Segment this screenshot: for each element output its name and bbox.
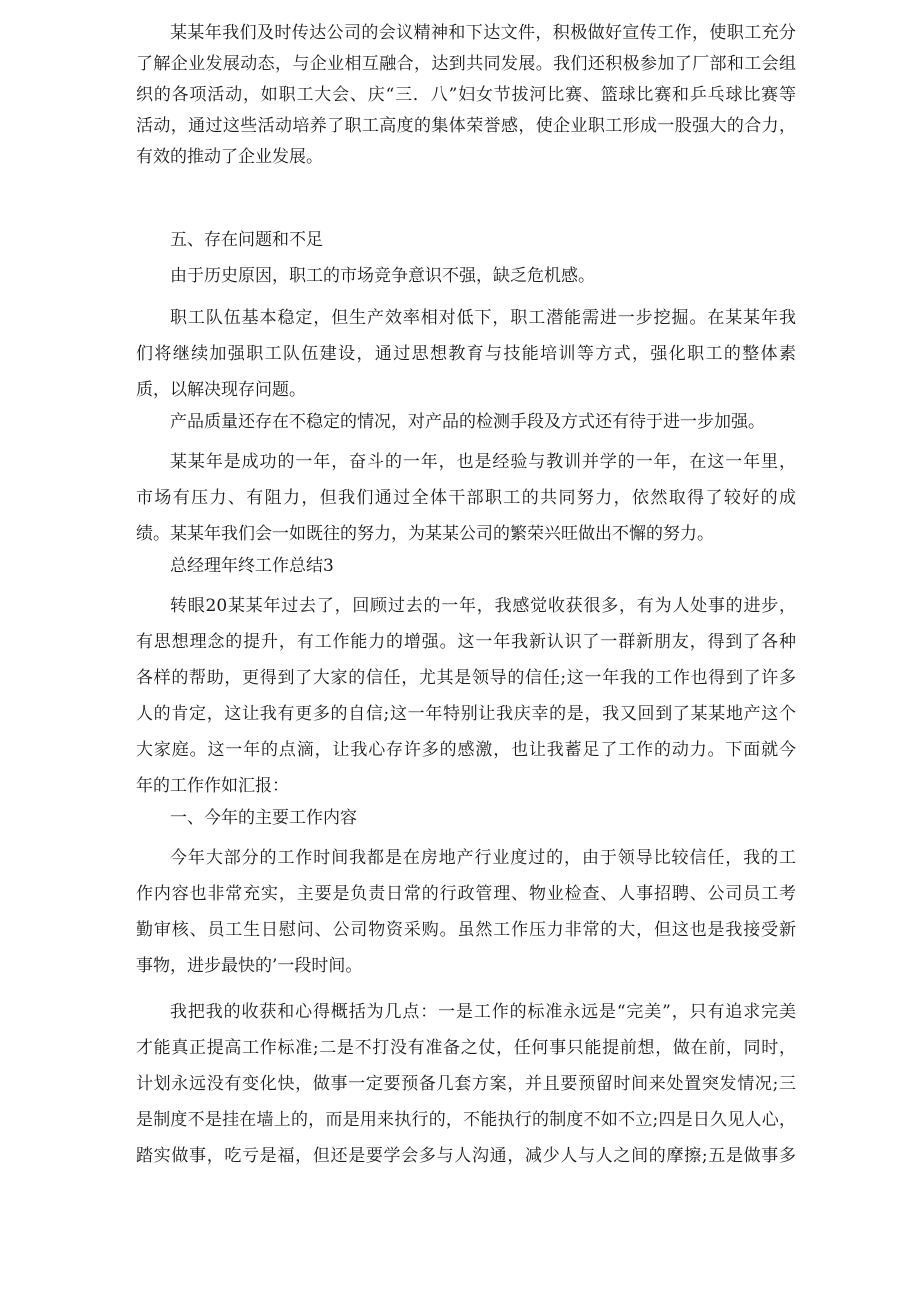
- text-line: 今年大部分的工作时间我都是在房地产行业度过的，由于领导比较信任，我的工: [170, 848, 796, 868]
- section-heading-problems: [136, 226, 796, 254]
- paragraph-quality: [136, 408, 796, 436]
- text-line: 勤审核、员工生日慰问、公司物资采购。虽然工作压力非常的大，但这也是我接受新: [136, 920, 796, 940]
- text-line: 活动，通过这些活动培养了职工高度的集体荣誉感，使企业职工形成一股强大的合力，: [136, 116, 796, 136]
- text-line: 事物，进步最快的’一段时间。: [136, 956, 363, 976]
- text-line: 由于历史原因，职工的市场竞争意识不强，缺乏危机感。: [170, 266, 595, 286]
- text-line: 产品质量还存在不稳定的情况，对产品的检测手段及方式还有待于进一步加强。: [170, 412, 765, 432]
- paragraph-publicity: [136, 18, 796, 173]
- heading-text: 五、存在问题和不足: [170, 230, 323, 250]
- text-line: 某某年我们及时传达公司的会议精神和下达文件，积极做好宣传工作，使职工充分: [170, 23, 796, 43]
- text-line: 大家庭。这一年的点滴，让我心存许多的感激，也让我蓄足了工作的动力。下面就今: [136, 740, 796, 760]
- text-line: 才能真正提高工作标准;二是不打没有准备之仗，任何事只能提前想，做在前，同时，: [136, 1038, 796, 1058]
- section-title-summary-3: [136, 552, 796, 580]
- section-heading-main-work: [136, 804, 796, 832]
- text-line: 职工队伍基本稳定，但生产效率相对低下，职工潜能需进一步挖掘。在某某年我: [170, 308, 796, 328]
- text-line: 了解企业发展动态，与企业相互融合，达到共同发展。我们还积极参加了厂部和工会组: [136, 54, 796, 74]
- paragraph-history: [136, 262, 796, 290]
- text-line: 作内容也非常充实，主要是负责日常的行政管理、物业检查、人事招聘、公司员工考: [136, 884, 796, 904]
- text-line: 踏实做事，吃亏是福，但还是要学会多与人沟通，减少人与人之间的摩擦;五是做事多: [136, 1146, 796, 1166]
- text-line: 是制度不是挂在墙上的，而是用来执行的，不能执行的制度不如不立;四是日久见人心，: [136, 1110, 796, 1130]
- heading-text: 一、今年的主要工作内容: [170, 808, 357, 828]
- paragraph-workforce: [136, 300, 796, 408]
- text-line: 们将继续加强职工队伍建设，通过思想教育与技能培训等方式，强化职工的整体素: [136, 344, 796, 364]
- text-line: 转眼20某某年过去了，回顾过去的一年，我感觉收获很多，有为人处事的进步，: [170, 596, 796, 616]
- text-line: 市场有压力、有阻力，但我们通过全体干部职工的共同努力，依然取得了较好的成: [136, 488, 796, 508]
- text-line: 有效的推动了企业发展。: [136, 147, 323, 167]
- title-text: 总经理年终工作总结3: [170, 556, 334, 576]
- text-line: 我把我的收获和心得概括为几点：一是工作的标准永远是“完美”，只有追求完美: [170, 1002, 796, 1022]
- text-line: 各样的帮助，更得到了大家的信任，尤其是领导的信任;这一年我的工作也得到了许多: [136, 668, 796, 688]
- text-line: 有思想理念的提升，有工作能力的增强。这一年我新认识了一群新朋友，得到了各种: [136, 632, 796, 652]
- paragraph-work-content: [136, 840, 796, 984]
- text-line: 某某年是成功的一年，奋斗的一年，也是经验与教训并学的一年，在这一年里，: [170, 452, 796, 472]
- text-line: 质，以解决现存问题。: [136, 380, 306, 400]
- text-line: 织的各项活动，如职工大会、庆“三．八”妇女节拔河比赛、篮球比赛和乒乓球比赛等: [136, 85, 796, 105]
- paragraph-year-summary: [136, 444, 796, 552]
- text-line: 人的肯定，这让我有更多的自信;这一年特别让我庆幸的是，我又回到了某某地产这个: [136, 704, 796, 724]
- paragraph-lessons: [136, 994, 796, 1174]
- text-line: 绩。某某年我们会一如既往的努力，为某某公司的繁荣兴旺做出不懈的努力。: [136, 524, 714, 544]
- text-line: 年的工作作如汇报：: [136, 776, 289, 796]
- text-line: 计划永远没有变化快，做事一定要预备几套方案，并且要预留时间来处置突发情况;三: [136, 1074, 796, 1094]
- paragraph-review: [136, 588, 796, 804]
